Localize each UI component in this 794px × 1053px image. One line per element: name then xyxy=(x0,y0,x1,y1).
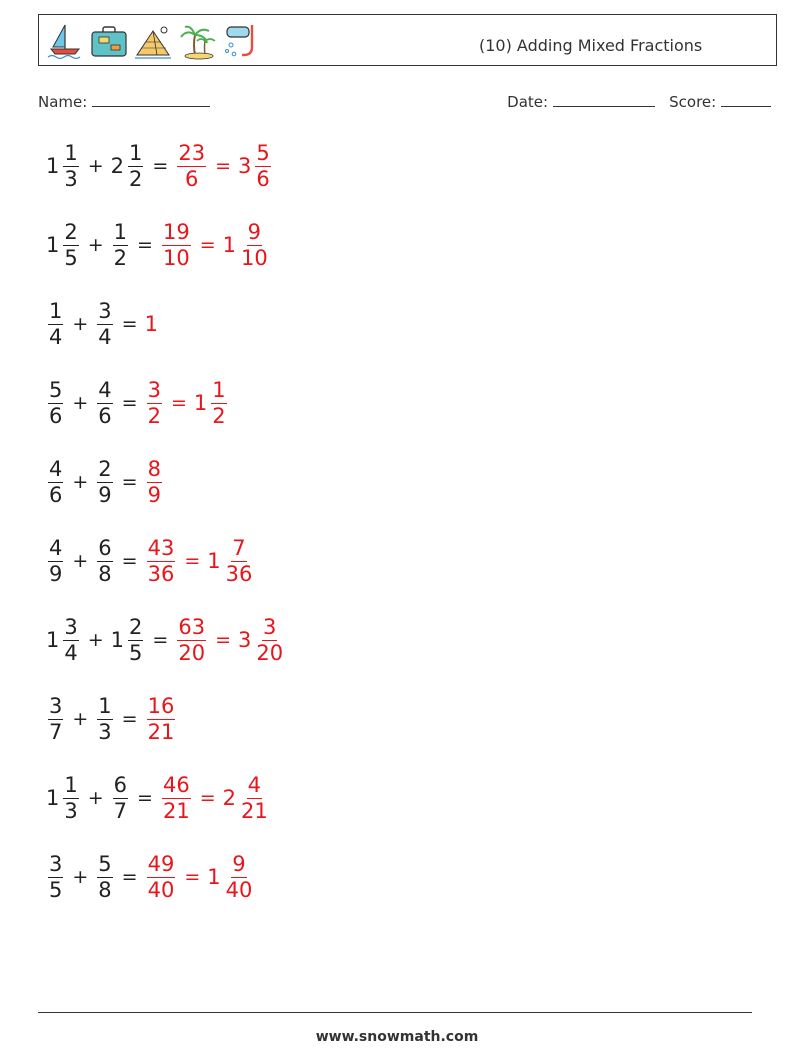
worksheet-title: (10) Adding Mixed Fractions xyxy=(479,36,703,55)
denominator: 2 xyxy=(129,166,143,191)
fraction xyxy=(97,852,112,903)
plus-sign: + xyxy=(72,313,89,335)
fraction xyxy=(48,457,63,508)
answer-fraction xyxy=(177,615,206,666)
answer-fraction xyxy=(147,852,176,903)
denominator: 2 xyxy=(212,403,226,428)
denominator: 21 xyxy=(241,798,268,823)
answer-mixed xyxy=(223,220,271,271)
fraction xyxy=(225,536,254,587)
numerator: 19 xyxy=(162,219,190,244)
date-score-fields xyxy=(507,92,771,111)
denominator: 6 xyxy=(256,166,270,191)
denominator: 9 xyxy=(49,561,63,586)
whole-number: 1 xyxy=(207,549,221,573)
addend-2 xyxy=(95,536,114,587)
numerator: 2 xyxy=(98,456,112,481)
addend-1 xyxy=(46,536,65,587)
whole-number: 1 xyxy=(110,628,125,652)
numerator: 46 xyxy=(162,772,190,797)
numerator: 5 xyxy=(49,377,63,402)
equals-sign: = xyxy=(152,155,169,177)
numerator: 6 xyxy=(98,535,112,560)
fraction xyxy=(240,773,269,824)
answer-mixed xyxy=(223,773,271,824)
denominator: 21 xyxy=(162,798,190,823)
addend-2 xyxy=(111,773,130,824)
whole-number: 1 xyxy=(222,233,236,257)
addend-1 xyxy=(46,773,81,824)
problem-row xyxy=(46,684,177,754)
header-box xyxy=(38,14,777,66)
problem-row xyxy=(46,447,164,517)
denominator: 6 xyxy=(98,403,112,428)
numerator: 3 xyxy=(147,377,161,402)
footer-site: www.snowmath.com xyxy=(315,1029,479,1045)
denominator: 9 xyxy=(147,482,161,507)
problem-row xyxy=(46,210,271,280)
whole-number: 1 xyxy=(193,391,208,415)
numerator: 7 xyxy=(232,535,246,560)
fraction xyxy=(97,299,112,350)
addend-1 xyxy=(46,299,65,350)
addend-1 xyxy=(46,141,81,192)
problem-row xyxy=(46,289,160,359)
fraction xyxy=(63,773,78,824)
numerator: 16 xyxy=(147,693,175,718)
answer-fraction xyxy=(147,536,176,587)
fraction xyxy=(48,852,63,903)
plus-sign: + xyxy=(72,708,89,730)
equals-sign: = xyxy=(121,866,138,888)
name-blank[interactable] xyxy=(92,92,210,107)
plus-sign: + xyxy=(87,629,104,651)
problem-row xyxy=(46,526,255,596)
plus-sign: + xyxy=(72,550,89,572)
answer-fraction xyxy=(147,694,176,745)
numerator: 9 xyxy=(247,219,262,244)
numerator: 1 xyxy=(212,377,226,402)
denominator: 10 xyxy=(162,245,190,270)
fraction xyxy=(48,378,63,429)
addend-2 xyxy=(95,378,114,429)
answer-mixed xyxy=(207,536,255,587)
numerator: 63 xyxy=(178,614,206,639)
answer-fraction xyxy=(147,378,162,429)
addend-2 xyxy=(95,694,114,745)
fraction xyxy=(48,536,63,587)
answer-fraction xyxy=(147,457,162,508)
snorkel-icon xyxy=(221,21,261,61)
fraction xyxy=(128,141,143,192)
denominator: 4 xyxy=(98,324,112,349)
fraction xyxy=(128,615,143,666)
numerator: 3 xyxy=(49,693,63,718)
answer-mixed xyxy=(238,141,273,192)
denominator: 5 xyxy=(49,877,63,902)
answer-whole: 1 xyxy=(144,312,158,336)
suitcase-icon xyxy=(89,21,129,61)
denominator: 40 xyxy=(147,877,175,902)
equals-sign: = xyxy=(121,392,138,414)
denominator: 36 xyxy=(147,561,175,586)
numerator: 3 xyxy=(263,614,277,639)
addend-1 xyxy=(46,378,65,429)
problem-row xyxy=(46,842,255,912)
equals-sign: = xyxy=(137,234,153,256)
problem-row xyxy=(46,605,286,675)
date-blank[interactable] xyxy=(553,92,655,107)
numerator: 1 xyxy=(49,298,63,323)
numerator: 23 xyxy=(178,140,206,165)
sailboat-icon xyxy=(45,21,85,61)
denominator: 6 xyxy=(49,403,63,428)
denominator: 20 xyxy=(256,640,284,665)
problem-row xyxy=(46,368,229,438)
numerator: 43 xyxy=(147,535,175,560)
equals-sign: = xyxy=(121,471,138,493)
fraction xyxy=(63,141,78,192)
addend-2 xyxy=(95,299,114,350)
numerator: 3 xyxy=(98,298,112,323)
whole-number: 1 xyxy=(46,628,60,652)
fraction xyxy=(97,536,112,587)
denominator: 3 xyxy=(64,166,78,191)
numerator: 2 xyxy=(129,614,143,639)
numerator: 49 xyxy=(147,851,175,876)
score-blank[interactable] xyxy=(721,92,771,107)
numerator: 4 xyxy=(247,772,262,797)
denominator: 20 xyxy=(178,640,206,665)
equals-sign: = xyxy=(199,234,216,256)
problem-row xyxy=(46,131,273,201)
score-label: Score: xyxy=(669,93,717,111)
pyramid-icon xyxy=(133,21,173,61)
fraction xyxy=(211,378,226,429)
plus-sign: + xyxy=(87,787,104,809)
name-field[interactable] xyxy=(38,92,210,111)
answer-mixed xyxy=(194,378,229,429)
denominator: 8 xyxy=(98,561,112,586)
whole-number: 1 xyxy=(207,865,221,889)
addend-2 xyxy=(111,220,130,271)
denominator: 6 xyxy=(49,482,63,507)
info-row xyxy=(38,92,771,116)
numerator: 5 xyxy=(256,140,270,165)
fraction xyxy=(255,141,270,192)
numerator: 1 xyxy=(98,693,112,718)
plus-sign: + xyxy=(72,471,89,493)
numerator: 4 xyxy=(49,456,63,481)
fraction xyxy=(97,378,112,429)
plus-sign: + xyxy=(87,234,104,256)
numerator: 4 xyxy=(98,377,112,402)
numerator: 2 xyxy=(64,219,78,244)
equals-sign: = xyxy=(199,787,216,809)
fraction xyxy=(97,457,112,508)
answer-mixed xyxy=(207,852,255,903)
denominator: 8 xyxy=(98,877,112,902)
equals-sign: = xyxy=(137,787,153,809)
denominator: 5 xyxy=(129,640,143,665)
equals-sign: = xyxy=(215,155,231,177)
problem-row xyxy=(46,763,271,833)
denominator: 6 xyxy=(185,166,199,191)
answer-fraction xyxy=(162,773,191,824)
equals-sign: = xyxy=(184,866,201,888)
addend-1 xyxy=(46,220,81,271)
denominator: 3 xyxy=(64,798,78,823)
whole-number: 3 xyxy=(238,628,252,652)
plus-sign: + xyxy=(72,392,89,414)
equals-sign: = xyxy=(121,708,138,730)
denominator: 3 xyxy=(98,719,112,744)
denominator: 10 xyxy=(241,245,268,270)
fraction xyxy=(48,299,63,350)
denominator: 40 xyxy=(225,877,253,902)
numerator: 1 xyxy=(64,140,78,165)
denominator: 4 xyxy=(64,640,78,665)
equals-sign: = xyxy=(215,629,231,651)
numerator: 6 xyxy=(113,772,128,797)
numerator: 5 xyxy=(98,851,112,876)
fraction xyxy=(225,852,254,903)
fraction xyxy=(63,220,78,271)
addend-1 xyxy=(46,457,65,508)
whole-number: 1 xyxy=(46,154,60,178)
denominator: 9 xyxy=(98,482,112,507)
equals-sign: = xyxy=(170,392,187,414)
addend-1 xyxy=(46,852,65,903)
answer-mixed xyxy=(238,615,286,666)
fraction xyxy=(240,220,269,271)
denominator: 21 xyxy=(147,719,175,744)
numerator: 8 xyxy=(147,456,161,481)
numerator: 1 xyxy=(64,772,78,797)
numerator: 1 xyxy=(129,140,143,165)
equals-sign: = xyxy=(121,313,138,335)
equals-sign: = xyxy=(121,550,138,572)
fraction xyxy=(48,694,63,745)
header-icons xyxy=(45,21,261,61)
denominator: 2 xyxy=(147,403,161,428)
answer-fraction xyxy=(177,141,206,192)
footer-divider xyxy=(38,1012,752,1013)
fraction xyxy=(255,615,284,666)
whole-number: 2 xyxy=(222,786,236,810)
fraction xyxy=(97,694,112,745)
whole-number: 1 xyxy=(46,233,60,257)
denominator: 2 xyxy=(113,245,128,270)
addend-2 xyxy=(111,141,146,192)
whole-number: 1 xyxy=(46,786,60,810)
whole-number: 3 xyxy=(238,154,252,178)
addend-2 xyxy=(95,457,114,508)
addend-1 xyxy=(46,694,65,745)
fraction xyxy=(113,220,128,271)
numerator: 3 xyxy=(49,851,63,876)
numerator: 1 xyxy=(113,219,128,244)
denominator: 4 xyxy=(49,324,63,349)
denominator: 7 xyxy=(49,719,63,744)
denominator: 36 xyxy=(225,561,253,586)
numerator: 4 xyxy=(49,535,63,560)
equals-sign: = xyxy=(184,550,201,572)
whole-number: 2 xyxy=(110,154,125,178)
plus-sign: + xyxy=(72,866,89,888)
answer-fraction xyxy=(162,220,191,271)
palm-island-icon xyxy=(177,21,217,61)
addend-2 xyxy=(95,852,114,903)
fraction xyxy=(63,615,78,666)
numerator: 9 xyxy=(232,851,246,876)
denominator: 7 xyxy=(113,798,128,823)
denominator: 5 xyxy=(64,245,78,270)
numerator: 3 xyxy=(64,614,78,639)
addend-2 xyxy=(111,615,146,666)
equals-sign: = xyxy=(152,629,169,651)
name-label: Name: xyxy=(38,93,88,111)
addend-1 xyxy=(46,615,81,666)
fraction xyxy=(113,773,128,824)
date-label: Date: xyxy=(507,93,549,111)
plus-sign: + xyxy=(87,155,104,177)
